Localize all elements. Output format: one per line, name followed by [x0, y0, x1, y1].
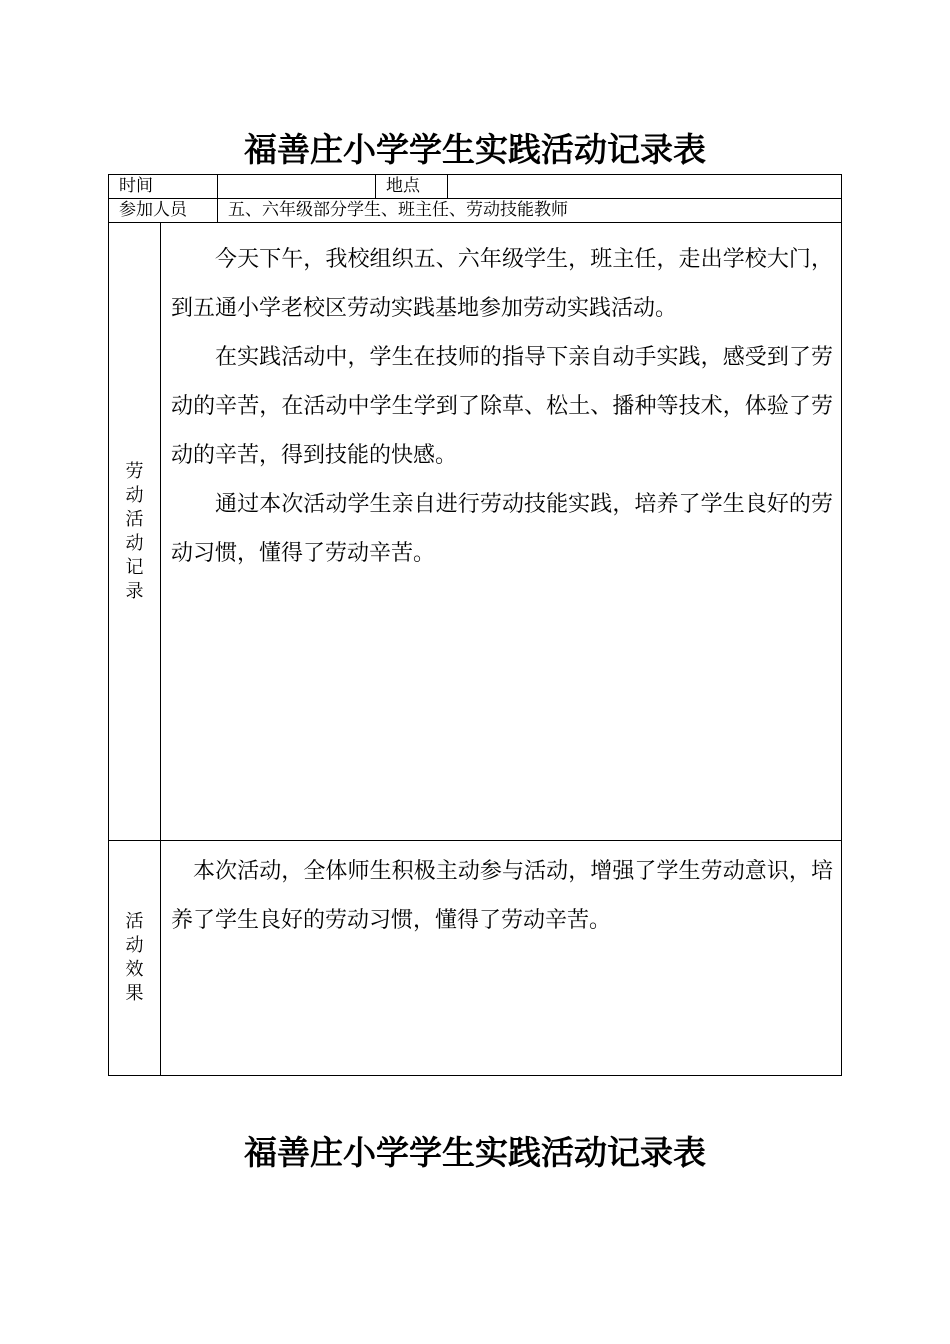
- record-paragraph: 今天下午，我校组织五、六年级学生，班主任，走出学校大门，到五通小学老校区劳动实践基地参加劳动实践活动。: [171, 247, 833, 321]
- participants-row: [109, 199, 842, 223]
- record-label-cell: [109, 223, 161, 841]
- place-value: [448, 175, 842, 199]
- participants-value: 五、六年级部分学生、班主任、劳动技能教师: [218, 199, 842, 223]
- effect-label: 活动效果: [125, 911, 144, 1004]
- time-value: [218, 175, 376, 199]
- record-paragraph: 通过本次活动学生亲自进行劳动技能实践，培养了学生良好的劳动习惯，懂得了劳动辛苦。: [171, 492, 833, 566]
- time-place-row: [109, 175, 842, 199]
- place-label: 地点: [376, 175, 448, 199]
- record-body: [161, 223, 842, 841]
- document-title-next-page: 福善庄小学学生实践活动记录表: [244, 1133, 706, 1172]
- effect-paragraph: 本次活动，全体师生积极主动参与活动，增强了学生劳动意识，培养了学生良好的劳动习惯，懂得了劳动辛苦。: [171, 859, 833, 933]
- time-label: 时间: [109, 175, 218, 199]
- effect-row: [109, 841, 842, 1076]
- effect-body: [161, 841, 842, 1076]
- activity-record-table: [108, 174, 842, 1076]
- record-paragraph: 在实践活动中，学生在技师的指导下亲自动手实践，感受到了劳动的辛苦，在活动中学生学到了除草、松土、播种等技术，体验了劳动的辛苦，得到技能的快感。: [171, 345, 833, 468]
- record-label: 劳动活动记录: [125, 460, 144, 602]
- participants-label: 参加人员: [109, 199, 218, 223]
- record-row: [109, 223, 842, 841]
- document-title: 福善庄小学学生实践活动记录表: [244, 130, 706, 169]
- effect-label-cell: [109, 841, 161, 1076]
